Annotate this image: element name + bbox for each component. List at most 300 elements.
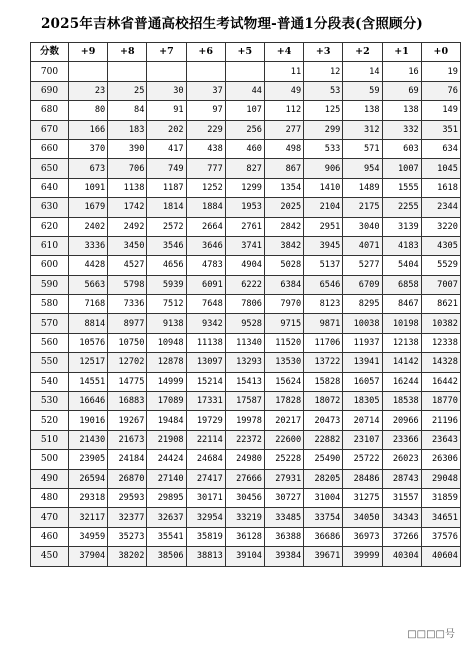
- cumulative-count-cell: 39384: [264, 547, 303, 566]
- score-cell: 690: [31, 81, 69, 100]
- column-header: 分数: [31, 43, 69, 62]
- cumulative-count-cell: 24424: [147, 450, 186, 469]
- cumulative-count-cell: 3139: [382, 217, 421, 236]
- cumulative-count-cell: 15413: [225, 372, 264, 391]
- cumulative-count-cell: 13097: [186, 353, 225, 372]
- cumulative-count-cell: 112: [264, 101, 303, 120]
- cumulative-count-cell: 23905: [69, 450, 108, 469]
- cumulative-count-cell: 7970: [264, 295, 303, 314]
- cumulative-count-cell: 19: [421, 62, 460, 81]
- score-cell: 560: [31, 333, 69, 352]
- cumulative-count-cell: [108, 62, 147, 81]
- cumulative-count-cell: 27666: [225, 469, 264, 488]
- cumulative-count-cell: 18538: [382, 392, 421, 411]
- table-row: [31, 256, 461, 275]
- cumulative-count-cell: 7806: [225, 295, 264, 314]
- cumulative-count-cell: 49: [264, 81, 303, 100]
- cumulative-count-cell: 9342: [186, 314, 225, 333]
- score-cell: 650: [31, 159, 69, 178]
- cumulative-count-cell: 16442: [421, 372, 460, 391]
- cumulative-count-cell: 36128: [225, 527, 264, 546]
- cumulative-count-cell: 23: [69, 81, 108, 100]
- cumulative-count-cell: 16244: [382, 372, 421, 391]
- cumulative-count-cell: 39104: [225, 547, 264, 566]
- cumulative-count-cell: 24980: [225, 450, 264, 469]
- cumulative-count-cell: 40604: [421, 547, 460, 566]
- cumulative-count-cell: 44: [225, 81, 264, 100]
- cumulative-count-cell: 31557: [382, 488, 421, 507]
- cumulative-count-cell: 10576: [69, 333, 108, 352]
- cumulative-count-cell: 10038: [343, 314, 382, 333]
- cumulative-count-cell: 4656: [147, 256, 186, 275]
- cumulative-count-cell: 6384: [264, 275, 303, 294]
- cumulative-count-cell: 1410: [304, 178, 343, 197]
- cumulative-count-cell: 31004: [304, 488, 343, 507]
- cumulative-count-cell: 23366: [382, 430, 421, 449]
- cumulative-count-cell: 673: [69, 159, 108, 178]
- cumulative-count-cell: 28486: [343, 469, 382, 488]
- cumulative-count-cell: 149: [421, 101, 460, 120]
- score-cell: 550: [31, 353, 69, 372]
- table-row: [31, 275, 461, 294]
- score-cell: 460: [31, 527, 69, 546]
- cumulative-count-cell: 5529: [421, 256, 460, 275]
- cumulative-count-cell: 138: [343, 101, 382, 120]
- cumulative-count-cell: 25490: [304, 450, 343, 469]
- cumulative-count-cell: 22114: [186, 430, 225, 449]
- cumulative-count-cell: 2025: [264, 198, 303, 217]
- cumulative-count-cell: 40304: [382, 547, 421, 566]
- cumulative-count-cell: 25228: [264, 450, 303, 469]
- cumulative-count-cell: 4305: [421, 236, 460, 255]
- cumulative-count-cell: 2344: [421, 198, 460, 217]
- table-row: [31, 314, 461, 333]
- cumulative-count-cell: 777: [186, 159, 225, 178]
- table-row: [31, 353, 461, 372]
- cumulative-count-cell: 1555: [382, 178, 421, 197]
- cumulative-count-cell: 438: [186, 139, 225, 158]
- cumulative-count-cell: 2492: [108, 217, 147, 236]
- cumulative-count-cell: 33754: [304, 508, 343, 527]
- cumulative-count-cell: 2175: [343, 198, 382, 217]
- cumulative-count-cell: 2761: [225, 217, 264, 236]
- score-cell: 640: [31, 178, 69, 197]
- cumulative-count-cell: 15214: [186, 372, 225, 391]
- cumulative-count-cell: 28743: [382, 469, 421, 488]
- cumulative-count-cell: 1045: [421, 159, 460, 178]
- cumulative-count-cell: 30171: [186, 488, 225, 507]
- cumulative-count-cell: 390: [108, 139, 147, 158]
- cumulative-count-cell: [147, 62, 186, 81]
- cumulative-count-cell: 166: [69, 120, 108, 139]
- cumulative-count-cell: 3546: [147, 236, 186, 255]
- cumulative-count-cell: 37: [186, 81, 225, 100]
- table-row: [31, 120, 461, 139]
- cumulative-count-cell: 706: [108, 159, 147, 178]
- cumulative-count-cell: 35273: [108, 527, 147, 546]
- cumulative-count-cell: 17828: [264, 392, 303, 411]
- cumulative-count-cell: 2104: [304, 198, 343, 217]
- score-cell: 590: [31, 275, 69, 294]
- table-row: [31, 450, 461, 469]
- cumulative-count-cell: 12702: [108, 353, 147, 372]
- table-row: [31, 508, 461, 527]
- cumulative-count-cell: 38813: [186, 547, 225, 566]
- cumulative-count-cell: [69, 62, 108, 81]
- cumulative-count-cell: 498: [264, 139, 303, 158]
- cumulative-count-cell: 1007: [382, 159, 421, 178]
- cumulative-count-cell: 299: [304, 120, 343, 139]
- cumulative-count-cell: 15624: [264, 372, 303, 391]
- cumulative-count-cell: 25722: [343, 450, 382, 469]
- score-cell: 490: [31, 469, 69, 488]
- cumulative-count-cell: 32637: [147, 508, 186, 527]
- cumulative-count-cell: 7336: [108, 295, 147, 314]
- score-cell: 510: [31, 430, 69, 449]
- cumulative-count-cell: 4428: [69, 256, 108, 275]
- cumulative-count-cell: 19267: [108, 411, 147, 430]
- cumulative-count-cell: 13293: [225, 353, 264, 372]
- cumulative-count-cell: 20217: [264, 411, 303, 430]
- cumulative-count-cell: 9715: [264, 314, 303, 333]
- cumulative-count-cell: 1354: [264, 178, 303, 197]
- cumulative-count-cell: 11937: [343, 333, 382, 352]
- cumulative-count-cell: 1679: [69, 198, 108, 217]
- cumulative-count-cell: 35541: [147, 527, 186, 546]
- cumulative-count-cell: 19729: [186, 411, 225, 430]
- score-cell: 530: [31, 392, 69, 411]
- cumulative-count-cell: 33485: [264, 508, 303, 527]
- score-cell: 520: [31, 411, 69, 430]
- cumulative-count-cell: 3336: [69, 236, 108, 255]
- cumulative-count-cell: 9871: [304, 314, 343, 333]
- table-row: [31, 217, 461, 236]
- cumulative-count-cell: 6091: [186, 275, 225, 294]
- cumulative-count-cell: 3040: [343, 217, 382, 236]
- cumulative-count-cell: 29318: [69, 488, 108, 507]
- cumulative-count-cell: 3450: [108, 236, 147, 255]
- cumulative-count-cell: 1953: [225, 198, 264, 217]
- cumulative-count-cell: 14551: [69, 372, 108, 391]
- cumulative-count-cell: 4071: [343, 236, 382, 255]
- cumulative-count-cell: 9528: [225, 314, 264, 333]
- cumulative-count-cell: 34959: [69, 527, 108, 546]
- cumulative-count-cell: 34050: [343, 508, 382, 527]
- cumulative-count-cell: 29593: [108, 488, 147, 507]
- cumulative-count-cell: 36973: [343, 527, 382, 546]
- cumulative-count-cell: 11138: [186, 333, 225, 352]
- table-row: [31, 411, 461, 430]
- cumulative-count-cell: 69: [382, 81, 421, 100]
- cumulative-count-cell: [186, 62, 225, 81]
- cumulative-count-cell: 26594: [69, 469, 108, 488]
- cumulative-count-cell: 27931: [264, 469, 303, 488]
- cumulative-count-cell: 14999: [147, 372, 186, 391]
- cumulative-count-cell: 17331: [186, 392, 225, 411]
- cumulative-count-cell: 2842: [264, 217, 303, 236]
- cumulative-count-cell: 30456: [225, 488, 264, 507]
- cumulative-count-cell: 20714: [343, 411, 382, 430]
- cumulative-count-cell: 9138: [147, 314, 186, 333]
- table-row: [31, 527, 461, 546]
- score-cell: 600: [31, 256, 69, 275]
- cumulative-count-cell: 16646: [69, 392, 108, 411]
- cumulative-count-cell: 460: [225, 139, 264, 158]
- cumulative-count-cell: 38202: [108, 547, 147, 566]
- cumulative-count-cell: 202: [147, 120, 186, 139]
- score-cell: 480: [31, 488, 69, 507]
- cumulative-count-cell: 29048: [421, 469, 460, 488]
- column-header: +2: [343, 43, 382, 62]
- table-row: [31, 333, 461, 352]
- cumulative-count-cell: 5028: [264, 256, 303, 275]
- table-row: [31, 236, 461, 255]
- cumulative-count-cell: 13941: [343, 353, 382, 372]
- cumulative-count-cell: 27140: [147, 469, 186, 488]
- cumulative-count-cell: 19978: [225, 411, 264, 430]
- cumulative-count-cell: 417: [147, 139, 186, 158]
- cumulative-count-cell: 22882: [304, 430, 343, 449]
- cumulative-count-cell: 183: [108, 120, 147, 139]
- column-header: +8: [108, 43, 147, 62]
- cumulative-count-cell: 138: [382, 101, 421, 120]
- cumulative-count-cell: 13530: [264, 353, 303, 372]
- cumulative-count-cell: 6222: [225, 275, 264, 294]
- score-cell: 620: [31, 217, 69, 236]
- cumulative-count-cell: 5137: [304, 256, 343, 275]
- cumulative-count-cell: 23107: [343, 430, 382, 449]
- table-header-row: [31, 43, 461, 62]
- cumulative-count-cell: 16883: [108, 392, 147, 411]
- score-cell: 630: [31, 198, 69, 217]
- cumulative-count-cell: 14142: [382, 353, 421, 372]
- cumulative-count-cell: 13722: [304, 353, 343, 372]
- watermark: □□□□号: [404, 624, 458, 641]
- cumulative-count-cell: 12878: [147, 353, 186, 372]
- cumulative-count-cell: 19484: [147, 411, 186, 430]
- cumulative-count-cell: 36388: [264, 527, 303, 546]
- cumulative-count-cell: 34343: [382, 508, 421, 527]
- cumulative-count-cell: 4783: [186, 256, 225, 275]
- cumulative-count-cell: 10948: [147, 333, 186, 352]
- table-row: [31, 81, 461, 100]
- cumulative-count-cell: 370: [69, 139, 108, 158]
- cumulative-count-cell: 80: [69, 101, 108, 120]
- cumulative-count-cell: 26306: [421, 450, 460, 469]
- score-cell: 680: [31, 101, 69, 120]
- cumulative-count-cell: 7648: [186, 295, 225, 314]
- cumulative-count-cell: 34651: [421, 508, 460, 527]
- cumulative-count-cell: 3646: [186, 236, 225, 255]
- cumulative-count-cell: 18072: [304, 392, 343, 411]
- cumulative-count-cell: 14: [343, 62, 382, 81]
- cumulative-count-cell: 37576: [421, 527, 460, 546]
- cumulative-count-cell: 7007: [421, 275, 460, 294]
- cumulative-count-cell: 5663: [69, 275, 108, 294]
- cumulative-count-cell: 256: [225, 120, 264, 139]
- cumulative-count-cell: 7512: [147, 295, 186, 314]
- cumulative-count-cell: 7168: [69, 295, 108, 314]
- cumulative-count-cell: 21908: [147, 430, 186, 449]
- cumulative-count-cell: 12517: [69, 353, 108, 372]
- cumulative-count-cell: 10382: [421, 314, 460, 333]
- cumulative-count-cell: 2951: [304, 217, 343, 236]
- cumulative-count-cell: 97: [186, 101, 225, 120]
- table-row: [31, 469, 461, 488]
- cumulative-count-cell: 21673: [108, 430, 147, 449]
- cumulative-count-cell: 533: [304, 139, 343, 158]
- column-header: +7: [147, 43, 186, 62]
- cumulative-count-cell: 1299: [225, 178, 264, 197]
- cumulative-count-cell: 603: [382, 139, 421, 158]
- column-header: +4: [264, 43, 303, 62]
- table-row: [31, 101, 461, 120]
- cumulative-count-cell: 12138: [382, 333, 421, 352]
- table-row: [31, 488, 461, 507]
- cumulative-count-cell: 15828: [304, 372, 343, 391]
- score-cell: 570: [31, 314, 69, 333]
- column-header: +1: [382, 43, 421, 62]
- cumulative-count-cell: 18305: [343, 392, 382, 411]
- table-body: [31, 62, 461, 566]
- cumulative-count-cell: 1742: [108, 198, 147, 217]
- cumulative-count-cell: 954: [343, 159, 382, 178]
- cumulative-count-cell: 1489: [343, 178, 382, 197]
- score-cell: 450: [31, 547, 69, 566]
- cumulative-count-cell: 8295: [343, 295, 382, 314]
- cumulative-count-cell: 8467: [382, 295, 421, 314]
- cumulative-count-cell: 11: [264, 62, 303, 81]
- cumulative-count-cell: 749: [147, 159, 186, 178]
- score-cell: 610: [31, 236, 69, 255]
- table-row: [31, 392, 461, 411]
- cumulative-count-cell: 2255: [382, 198, 421, 217]
- cumulative-count-cell: 18770: [421, 392, 460, 411]
- cumulative-count-cell: 827: [225, 159, 264, 178]
- cumulative-count-cell: 36686: [304, 527, 343, 546]
- cumulative-count-cell: 2402: [69, 217, 108, 236]
- cumulative-count-cell: 11340: [225, 333, 264, 352]
- cumulative-count-cell: 11706: [304, 333, 343, 352]
- cumulative-count-cell: 351: [421, 120, 460, 139]
- cumulative-count-cell: 32377: [108, 508, 147, 527]
- cumulative-count-cell: 16: [382, 62, 421, 81]
- cumulative-count-cell: 84: [108, 101, 147, 120]
- cumulative-count-cell: 3842: [264, 236, 303, 255]
- cumulative-count-cell: 23643: [421, 430, 460, 449]
- cumulative-count-cell: 20473: [304, 411, 343, 430]
- cumulative-count-cell: 4183: [382, 236, 421, 255]
- cumulative-count-cell: 5939: [147, 275, 186, 294]
- score-cell: 660: [31, 139, 69, 158]
- cumulative-count-cell: 19016: [69, 411, 108, 430]
- cumulative-count-cell: 107: [225, 101, 264, 120]
- cumulative-count-cell: 125: [304, 101, 343, 120]
- cumulative-count-cell: 32117: [69, 508, 108, 527]
- cumulative-count-cell: 17587: [225, 392, 264, 411]
- cumulative-count-cell: 31859: [421, 488, 460, 507]
- cumulative-count-cell: 27417: [186, 469, 225, 488]
- cumulative-count-cell: 8977: [108, 314, 147, 333]
- table-row: [31, 430, 461, 449]
- cumulative-count-cell: 4527: [108, 256, 147, 275]
- cumulative-count-cell: 8123: [304, 295, 343, 314]
- cumulative-count-cell: 6709: [343, 275, 382, 294]
- cumulative-count-cell: 25: [108, 81, 147, 100]
- cumulative-count-cell: 332: [382, 120, 421, 139]
- cumulative-count-cell: 634: [421, 139, 460, 158]
- cumulative-count-cell: 17089: [147, 392, 186, 411]
- cumulative-count-cell: 22372: [225, 430, 264, 449]
- cumulative-count-cell: 53: [304, 81, 343, 100]
- score-cell: 580: [31, 295, 69, 314]
- cumulative-count-cell: 867: [264, 159, 303, 178]
- cumulative-count-cell: 12338: [421, 333, 460, 352]
- cumulative-count-cell: 3220: [421, 217, 460, 236]
- cumulative-count-cell: 10198: [382, 314, 421, 333]
- cumulative-count-cell: 12: [304, 62, 343, 81]
- cumulative-count-cell: 39999: [343, 547, 382, 566]
- cumulative-count-cell: 24184: [108, 450, 147, 469]
- cumulative-count-cell: 21196: [421, 411, 460, 430]
- cumulative-count-cell: 1091: [69, 178, 108, 197]
- cumulative-count-cell: 31275: [343, 488, 382, 507]
- cumulative-count-cell: 16057: [343, 372, 382, 391]
- score-cell: 700: [31, 62, 69, 81]
- cumulative-count-cell: 2664: [186, 217, 225, 236]
- cumulative-count-cell: 6858: [382, 275, 421, 294]
- cumulative-count-cell: 26870: [108, 469, 147, 488]
- cumulative-count-cell: 8621: [421, 295, 460, 314]
- cumulative-count-cell: 37904: [69, 547, 108, 566]
- cumulative-count-cell: 20966: [382, 411, 421, 430]
- cumulative-count-cell: 1814: [147, 198, 186, 217]
- cumulative-count-cell: 1252: [186, 178, 225, 197]
- cumulative-count-cell: 22600: [264, 430, 303, 449]
- cumulative-count-cell: 59: [343, 81, 382, 100]
- cumulative-count-cell: 33219: [225, 508, 264, 527]
- cumulative-count-cell: 1618: [421, 178, 460, 197]
- column-header: +0: [421, 43, 460, 62]
- cumulative-count-cell: 32954: [186, 508, 225, 527]
- score-cell: 500: [31, 450, 69, 469]
- cumulative-count-cell: 8814: [69, 314, 108, 333]
- cumulative-count-cell: 5404: [382, 256, 421, 275]
- cumulative-count-cell: 10750: [108, 333, 147, 352]
- cumulative-count-cell: 11520: [264, 333, 303, 352]
- cumulative-count-cell: 1187: [147, 178, 186, 197]
- column-header: +6: [186, 43, 225, 62]
- table-row: [31, 159, 461, 178]
- cumulative-count-cell: 5798: [108, 275, 147, 294]
- score-distribution-table: [30, 42, 461, 567]
- cumulative-count-cell: 21430: [69, 430, 108, 449]
- cumulative-count-cell: 1884: [186, 198, 225, 217]
- cumulative-count-cell: 28205: [304, 469, 343, 488]
- cumulative-count-cell: 3945: [304, 236, 343, 255]
- cumulative-count-cell: 571: [343, 139, 382, 158]
- cumulative-count-cell: 26023: [382, 450, 421, 469]
- cumulative-count-cell: 2572: [147, 217, 186, 236]
- score-cell: 470: [31, 508, 69, 527]
- cumulative-count-cell: 6546: [304, 275, 343, 294]
- cumulative-count-cell: 37266: [382, 527, 421, 546]
- cumulative-count-cell: 39671: [304, 547, 343, 566]
- cumulative-count-cell: 1138: [108, 178, 147, 197]
- table-row: [31, 547, 461, 566]
- cumulative-count-cell: 91: [147, 101, 186, 120]
- cumulative-count-cell: 14328: [421, 353, 460, 372]
